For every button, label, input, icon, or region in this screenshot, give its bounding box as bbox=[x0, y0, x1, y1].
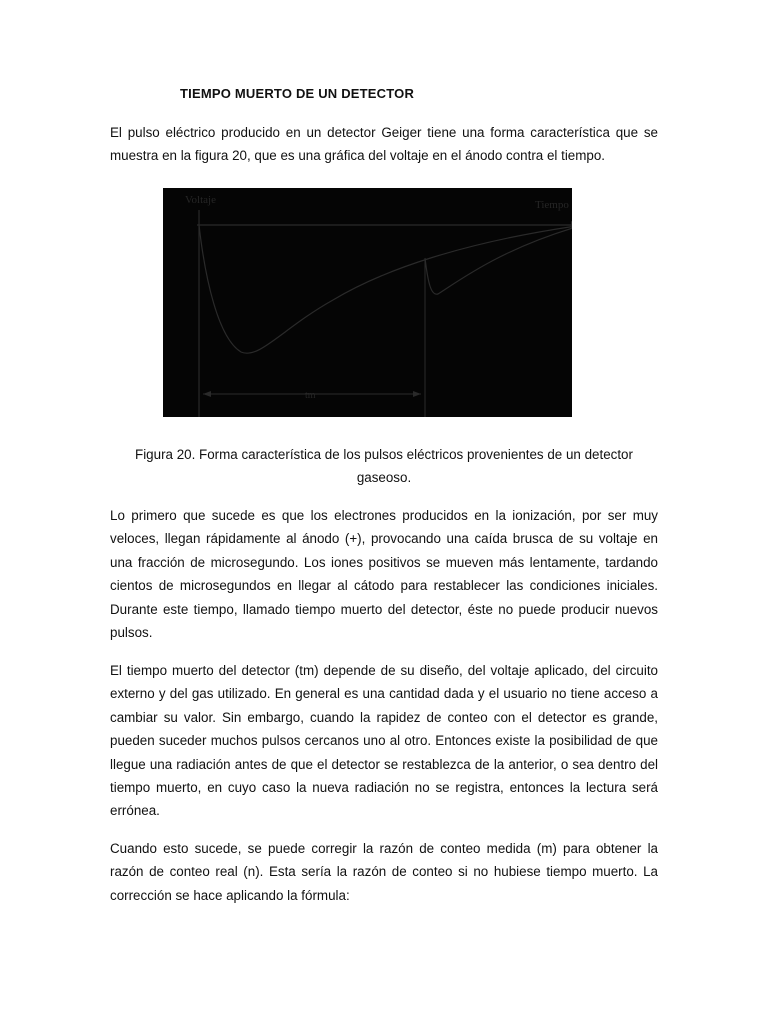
body-paragraph: El tiempo muerto del detector (tm) depende de su diseño, del voltaje aplicado, del circuito externo y del gas utilizado. En general es una cantidad dada y el usuario no tiene acceso a cambiar su valor. Sin embargo, cuando la rapidez de conteo con el detector es grande, pueden suceder muchos pulsos cercanos uno al otro. Entonces existe la posibilidad de que llegue una radiación antes de que el detector se restablezca de la anterior, o sea dentro del tiempo muerto, en cuyo caso la nueva radiación no se registra, entonces la lectura será errónea. bbox=[110, 663, 658, 819]
page-title: TIEMPO MUERTO DE UN DETECTOR bbox=[180, 86, 415, 101]
dead-time-arrow-right bbox=[413, 391, 421, 397]
body-paragraph: Cuando esto sucede, se puede corregir la razón de conteo medida (m) para obtener la razón de conteo real (n). Esta sería la razón de conteo si no hubiese tiempo muerto. La corrección se hace aplicando la fórmula: bbox=[110, 841, 658, 903]
pulse-curve bbox=[199, 225, 572, 353]
body-paragraph: Lo primero que sucede es que los electrones producidos en la ionización, por ser muy veloces, llegan rápidamente al ánodo (+), provocando una caída brusca de su voltaje en una fracción de microsegundo. Los iones positivos se mueven más lentamente, tardando cientos de microsegundos en llegar al cátodo para restablecer las condiciones iniciales. Durante este tiempo, llamado tiempo muerto del detector, éste no puede producir nuevos pulsos. bbox=[110, 508, 658, 641]
pulse-graph bbox=[163, 188, 572, 417]
figure-caption: Figura 20. Forma característica de los pulsos eléctricos provenientes de un detector gaseoso. bbox=[135, 447, 633, 486]
intro-paragraph: El pulso eléctrico producido en un detector Geiger tiene una forma característica que se muestra en la figura 20, que es una gráfica del voltaje en el ánodo contra el tiempo. bbox=[110, 125, 658, 164]
dead-time-arrow-left bbox=[203, 391, 211, 397]
second-pulse-curve bbox=[425, 225, 572, 294]
pulse-figure bbox=[163, 188, 572, 417]
voltage-label: Voltaje bbox=[185, 194, 216, 206]
time-label: Tiempo bbox=[535, 199, 569, 211]
dead-time-label: tm bbox=[305, 390, 316, 401]
